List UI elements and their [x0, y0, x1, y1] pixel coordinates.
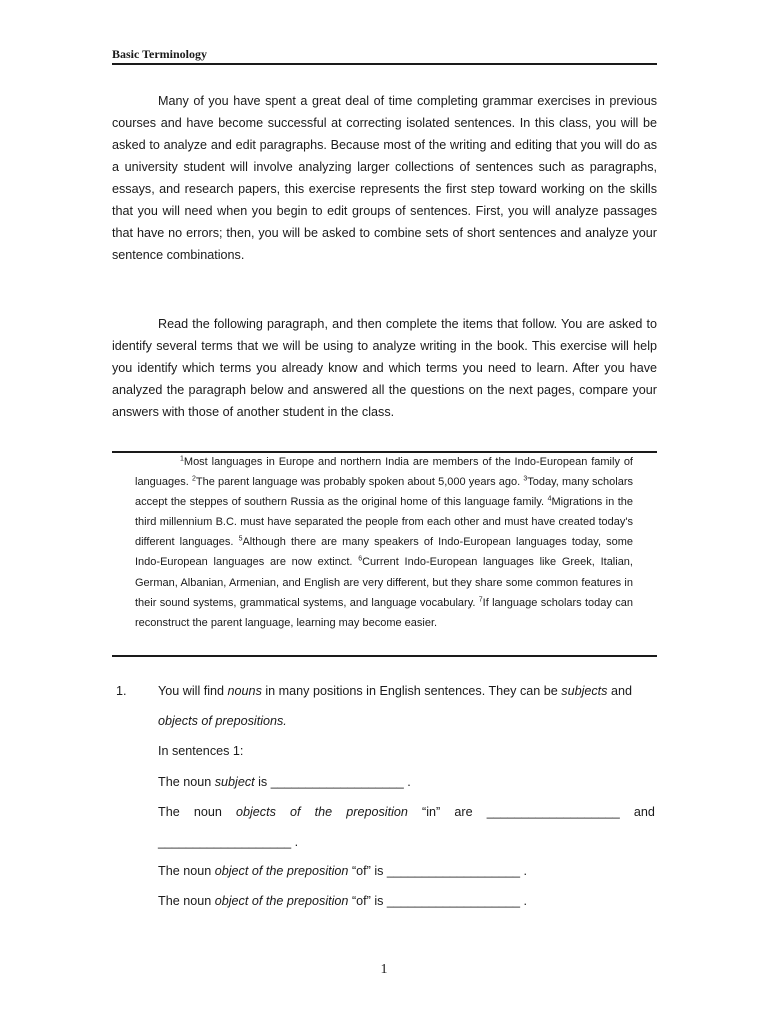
passage-paragraph — [135, 452, 633, 633]
question-prompt-cont — [158, 714, 287, 728]
passage-sentence: Current Indo-European languages like Greek, Italian, German, Albanian, Armenian, and English are very different, but they share some common features in their sound systems, grammatical systems, and language vocabulary. — [135, 556, 633, 609]
running-header: Basic Terminology — [112, 47, 208, 61]
line-term: object of the preposition — [214, 864, 349, 878]
subject-blank-line — [158, 775, 411, 789]
prompt-text: and — [607, 684, 632, 698]
sentence-number: 3 — [523, 475, 528, 483]
sentence-number: 2 — [191, 475, 196, 483]
passage-sentence: Migrations in the third millennium B.C. must have separated the people from each other and must have created today's different languages. — [135, 496, 633, 549]
objects-in-blank-line — [158, 805, 655, 819]
in-sentences-label: In sentences 1: — [158, 744, 244, 758]
prompt-text: in many positions in English sentences. They can be — [261, 684, 562, 698]
subject-answer-blank[interactable]: is ___________________ . — [254, 775, 411, 789]
passage-sentence: Today, many scholars accept the steppes of southern Russia as the original home of this language family. — [135, 476, 633, 509]
passage-sentence: The parent language was probably spoken about 5,000 years ago. — [195, 476, 524, 489]
objects-in-answer-blank-1[interactable]: ___________________ — [486, 805, 620, 819]
line-term: object of the preposition — [214, 894, 349, 908]
intro-paragraph-2: Read the following paragraph, and then complete the items that follow. You are asked to identify several terms that we will be using to analyze writing in the book. This exercise will help you identify which terms you already know and which terms you need to learn. After you have analyzed the paragraph below and answered all the questions on the next pages, compare your answers with those of another student in the class. — [112, 317, 657, 419]
header-rule — [112, 63, 657, 65]
sentence-number: 6 — [358, 555, 363, 563]
prompt-objects: objects of prepositions. — [158, 714, 287, 728]
line-term: subject — [214, 775, 255, 789]
question-prompt — [158, 684, 632, 698]
prompt-nouns: nouns — [227, 684, 262, 698]
word: preposition — [346, 805, 408, 819]
line-text: The noun — [158, 864, 215, 878]
passage-sentence: Most languages in Europe and northern India are members of the Indo-European family of languages. — [135, 456, 633, 489]
prompt-subjects: subjects — [561, 684, 608, 698]
sentence-number: 5 — [238, 535, 243, 543]
passage-sentence: Although there are many speakers of Indo-European languages today, some Indo-European languages are now extinct. — [135, 536, 634, 569]
intro-paragraph-1: Many of you have spent a great deal of time completing grammar exercises in previous courses and have become successful at correcting isolated sentences. In this class, you will be asked to analyze and edit paragraphs. Because most of the writing and editing that you will do as a university student will involve analyzing larger collections of sentences such as paragraphs, essays, and research papers, this exercise represents the first step toward working on the skills that you will need when you begin to edit groups of sentences. First, you will analyze passages that have no errors; then, you will be asked to combine sets of short sentences and analyze your sentence combinations. — [112, 94, 657, 262]
sentence-number: 7 — [478, 596, 483, 603]
sentence-number: 1 — [180, 455, 184, 463]
word: of — [290, 805, 301, 819]
line-text: The noun — [158, 775, 215, 789]
prompt-text: You will find — [158, 684, 228, 698]
line-text: The noun — [158, 894, 215, 908]
object-of-answer-blank-2[interactable]: “of” is ___________________ . — [348, 894, 528, 908]
object-of-blank-line — [158, 864, 527, 878]
object-of-blank-line-2 — [158, 894, 527, 908]
passage-sentence: If language scholars today can reconstruct the parent language, learning may become easier. — [135, 596, 633, 629]
objects-in-answer-blank-2[interactable]: ___________________ . — [158, 835, 299, 849]
word: and — [633, 805, 655, 819]
word: The — [158, 805, 180, 819]
word: noun — [193, 805, 222, 819]
question-number: 1. — [116, 684, 127, 698]
passage-bottom-rule — [112, 655, 657, 657]
sentence-number: 4 — [547, 495, 552, 503]
word: objects — [235, 805, 276, 819]
object-of-answer-blank[interactable]: “of” is ___________________ . — [348, 864, 528, 878]
word: “in” — [422, 805, 441, 819]
word: are — [454, 805, 473, 819]
word: the — [314, 805, 333, 819]
page-number: 1 — [380, 962, 388, 977]
